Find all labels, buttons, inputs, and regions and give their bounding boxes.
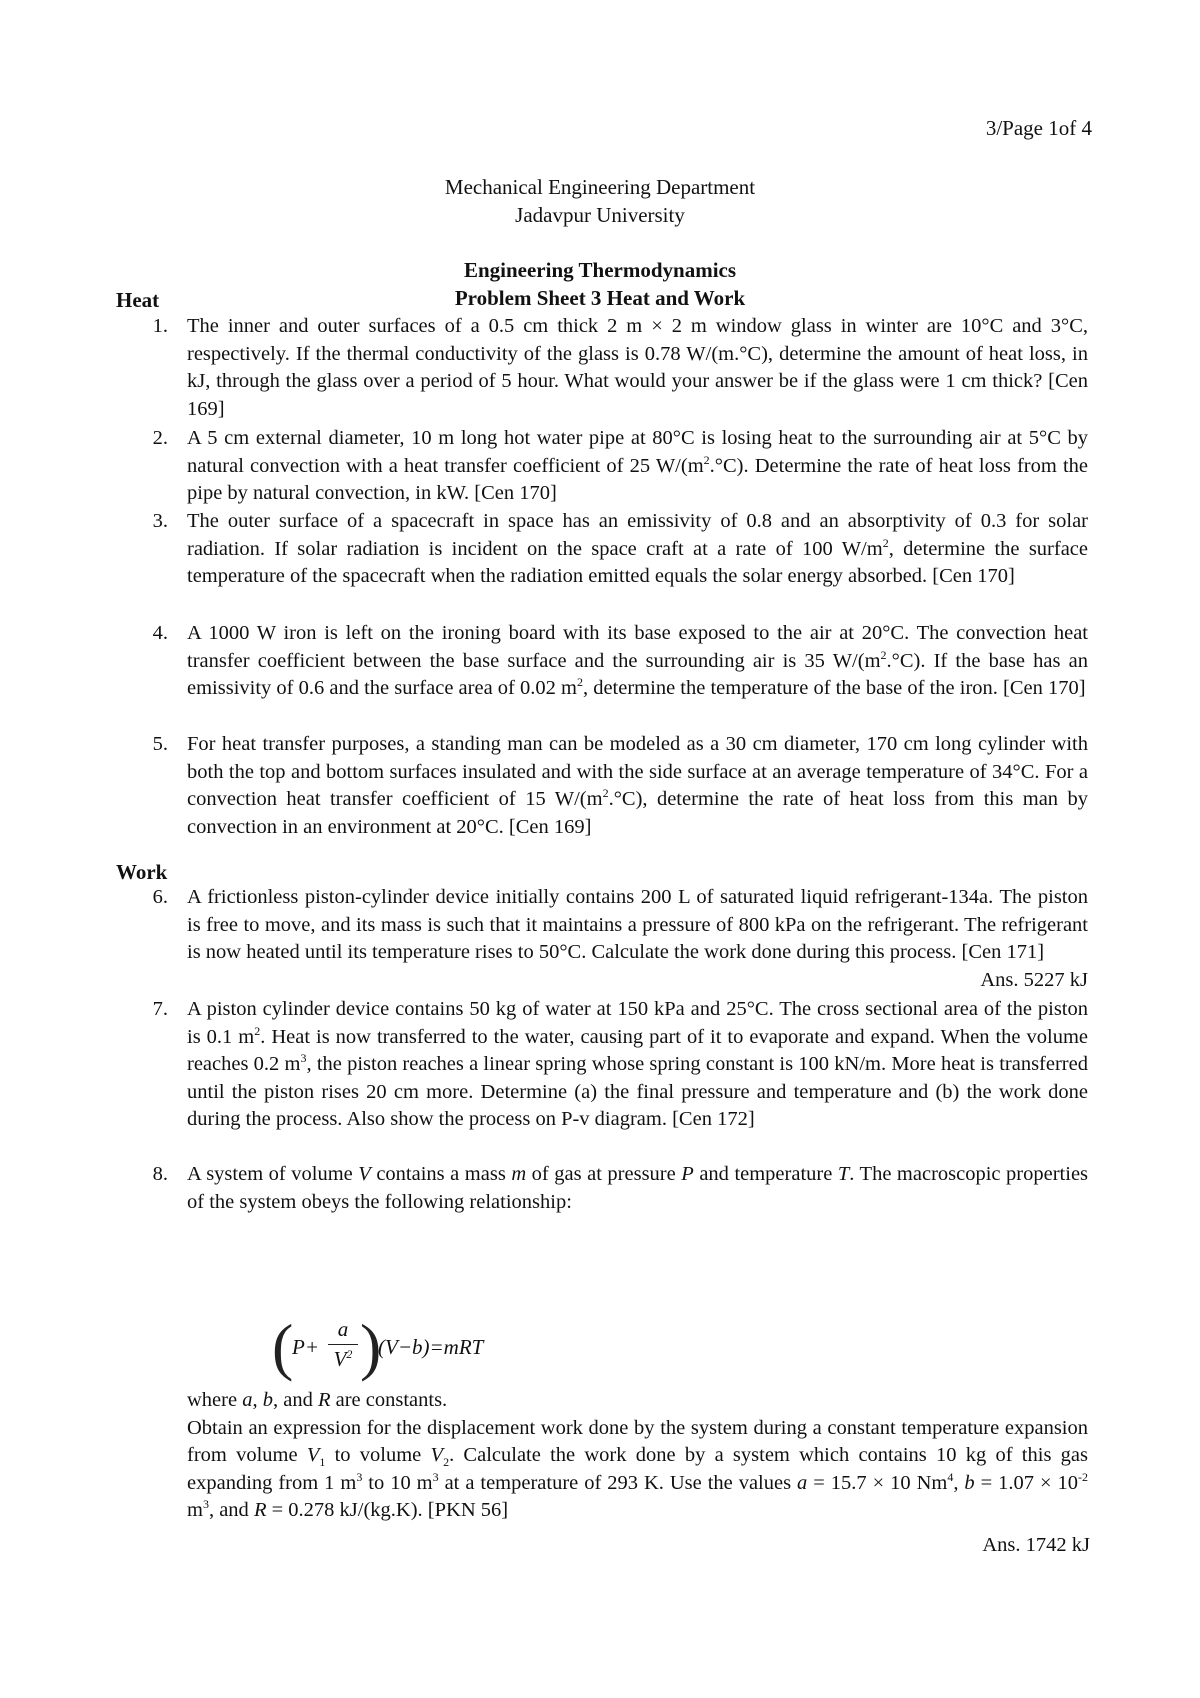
superscript: 2	[880, 647, 887, 662]
problem-text-part: A frictionless piston-cylinder device initially contains 200 L of saturated liquid refrigerant-134a. The piston is free to move, and its mass is such that it maintains a pressure of 800 kPa on the refrigerant. The refrigerant is now heated until its temperature rises to 50°C. Calculate the work done during this process. [Cen 171]	[187, 886, 1088, 964]
fraction-numerator: a	[337, 1317, 349, 1341]
superscript: 2	[346, 1347, 353, 1361]
problem-text	[187, 620, 1088, 703]
left-paren: (	[272, 1311, 294, 1382]
fraction-denominator	[328, 1347, 358, 1372]
problem-text-part: The inner and outer surfaces of a 0.5 cm thick 2 m × 2 m window glass in winter are 10°C and 3°C, respectively. If the thermal conductivity of the glass is 0.78 W/(m.°C), determine the amount of heat loss, in kJ, through the glass over a period of 5 hour. What would your answer be if the glass were 1 cm thick? [Cen 169]	[187, 315, 1088, 420]
problem-text-part: , determine the surface temperature of the spacecraft when the radiation emitted equals the solar energy absorbed. [Cen 170]	[187, 537, 1089, 588]
problem-text-part: A piston cylinder device contains 50 kg of water at 150 kPa and 25°C. The cross sectional area of the piston is 0.1 m	[187, 998, 1088, 1048]
problem-item	[140, 1161, 1088, 1216]
superscript: 2	[882, 535, 889, 550]
math-variable: V	[306, 1444, 320, 1467]
text-part: . Calculate the work done by a system which contains 10 kg of this gas expanding from 1 m	[187, 1444, 1088, 1494]
math-variable: R	[253, 1499, 267, 1522]
problem-text-part: The outer surface of a spacecraft in space has an emissivity of 0.8 and an absorptivity of 0.3 for solar radiation. If solar radiation is incident on the space craft at a rate of 100 W/m	[187, 510, 1088, 560]
math-variable: T	[837, 1163, 850, 1185]
problem-number: 2.	[152, 427, 168, 449]
denominator-var: V	[333, 1347, 347, 1371]
superscript: 3	[300, 1051, 307, 1066]
math-variable: V	[430, 1444, 444, 1467]
text-part: = 0.278 kJ/(kg.K). [PKN 56]	[266, 1499, 509, 1522]
right-paren: )	[360, 1311, 382, 1382]
problem-text-part: For heat transfer purposes, a standing man can be modeled as a 30 cm diameter, 170 cm long cylinder with both the top and bottom surfaces insulated and with the side surface at an average temperature of 34°C. For a convection heat transfer coefficient of 15 W/(m	[187, 733, 1088, 811]
math-variable: b	[964, 1471, 975, 1494]
math-variable: a	[797, 1471, 808, 1494]
problem-number: 5.	[152, 733, 168, 755]
header-block	[0, 173, 1200, 229]
math-variable: V	[358, 1163, 371, 1185]
subscript: 1	[319, 1455, 326, 1470]
text-part: , and	[272, 1389, 318, 1411]
subscript: 2	[443, 1455, 450, 1470]
problem-text-part: A system of volume	[187, 1163, 359, 1185]
text-part: m	[187, 1499, 203, 1522]
problem-text-part: of gas at pressure	[526, 1163, 682, 1185]
problem-text-part: . The macroscopic properties of the system obeys the following relationship:	[187, 1163, 1089, 1213]
math-variable: a	[242, 1389, 253, 1411]
sheet-title: Problem Sheet 3 Heat and Work	[454, 286, 746, 310]
problem-number: 6.	[152, 886, 168, 908]
problem-text-part: A 1000 W iron is left on the ironing board with its base exposed to the air at 20°C. The convection heat transfer coefficient between the base surface and the surrounding air is 35 W/(m	[187, 622, 1088, 672]
section-heading-heat: Heat	[116, 288, 160, 312]
problem-number: 8.	[152, 1163, 168, 1185]
problem-text-part: , determine the temperature of the base of the iron. [Cen 170]	[582, 677, 1086, 700]
problem-text	[187, 884, 1088, 991]
text-part: Obtain an expression for the displacement work done by the system during a constant temperature expansion from volume	[187, 1416, 1088, 1467]
formula-rest: (V−b)=mRT	[378, 1335, 484, 1359]
problem-item	[140, 884, 1088, 994]
problem-item	[140, 731, 1088, 841]
problem-number: 3.	[152, 510, 168, 532]
superscript: 2	[602, 786, 609, 801]
title-block	[0, 256, 1200, 312]
text-part: to volume	[325, 1444, 431, 1467]
problem-8-continuation	[187, 1387, 1088, 1525]
superscript: 2	[703, 452, 710, 467]
answer-text: Ans. 1742 kJ	[982, 1534, 1090, 1556]
math-variable: m	[511, 1163, 527, 1185]
section-heading-work: Work	[116, 860, 168, 884]
answer-text: Ans. 5227 kJ	[980, 968, 1088, 991]
problem-number: 4.	[152, 622, 168, 644]
superscript: 2	[576, 675, 583, 690]
text-part: = 15.7 × 10 Nm	[807, 1471, 948, 1494]
course-title: Engineering Thermodynamics	[463, 258, 737, 282]
problem-text	[187, 508, 1088, 591]
text-part: where	[187, 1389, 243, 1411]
problem-text-part: contains a mass	[370, 1163, 512, 1185]
university-name: Jadavpur University	[515, 203, 685, 227]
problem-text-part: .°C), determine the rate of heat loss from this man by convection in an environment at 20°C. [Cen 169]	[187, 788, 1088, 838]
problem-item	[140, 996, 1088, 1134]
problem-item	[140, 508, 1088, 591]
formula-fraction	[328, 1317, 358, 1372]
text-part: are constants.	[330, 1389, 448, 1411]
formula-p-plus: P+	[292, 1335, 319, 1359]
problem-text	[187, 425, 1088, 508]
superscript: -2	[1078, 1469, 1089, 1484]
math-variable: P	[681, 1163, 694, 1185]
problem-item	[140, 425, 1088, 508]
problem-number: 7.	[152, 998, 168, 1020]
superscript: 3	[432, 1469, 439, 1484]
problem-text-part: .°C). If the base has an emissivity of 0.6 and the surface area of 0.02 m	[187, 649, 1088, 700]
superscript: 2	[254, 1023, 261, 1038]
problem-item	[140, 620, 1088, 703]
superscript: 3	[202, 1497, 209, 1512]
text-part: to 10 m	[362, 1471, 433, 1494]
problem-text	[187, 731, 1088, 841]
problem-text	[187, 996, 1088, 1134]
math-variable: b	[262, 1389, 273, 1411]
problem-number: 1.	[152, 315, 168, 337]
text-part: = 1.07 × 10	[974, 1471, 1079, 1494]
math-variable: R	[317, 1389, 331, 1411]
problem-item	[140, 313, 1088, 423]
superscript: 3	[356, 1469, 363, 1484]
text-part: ,	[252, 1389, 263, 1411]
fraction-bar	[328, 1344, 358, 1345]
problem-text-part: A 5 cm external diameter, 10 m long hot water pipe at 80°C is losing heat to the surrounding air at 5°C by natural convection with a heat transfer coefficient of 25 W/(m	[187, 427, 1088, 477]
problem-text-part: . Heat is now transferred to the water, causing part of it to evaporate and expand. When the volume reaches 0.2 m	[187, 1025, 1088, 1076]
superscript: 4	[947, 1469, 954, 1484]
problem-text	[187, 313, 1088, 423]
obtain-paragraph	[187, 1415, 1088, 1525]
text-part: at a temperature of 293 K. Use the values	[438, 1471, 798, 1494]
text-part: , and	[208, 1499, 254, 1522]
department-name: Mechanical Engineering Department	[444, 175, 756, 199]
problem-text	[187, 1161, 1088, 1216]
text-part: ,	[953, 1471, 965, 1494]
problem-text-part: , the piston reaches a linear spring whose spring constant is 100 kN/m. More heat is transferred until the piston rises 20 cm more. Determine (a) the final pressure and temperature and (b) the work done during the process. Also show the process on P-v diagram. [Cen 172]	[187, 1053, 1088, 1131]
problem-text-part: and temperature	[693, 1163, 838, 1185]
page-number: 3/Page 1of 4	[985, 116, 1092, 140]
where-line	[187, 1387, 1088, 1415]
problem-text-part: .°C). Determine the rate of heat loss from the pipe by natural convection, in kW. [Cen 170]	[187, 454, 1088, 505]
